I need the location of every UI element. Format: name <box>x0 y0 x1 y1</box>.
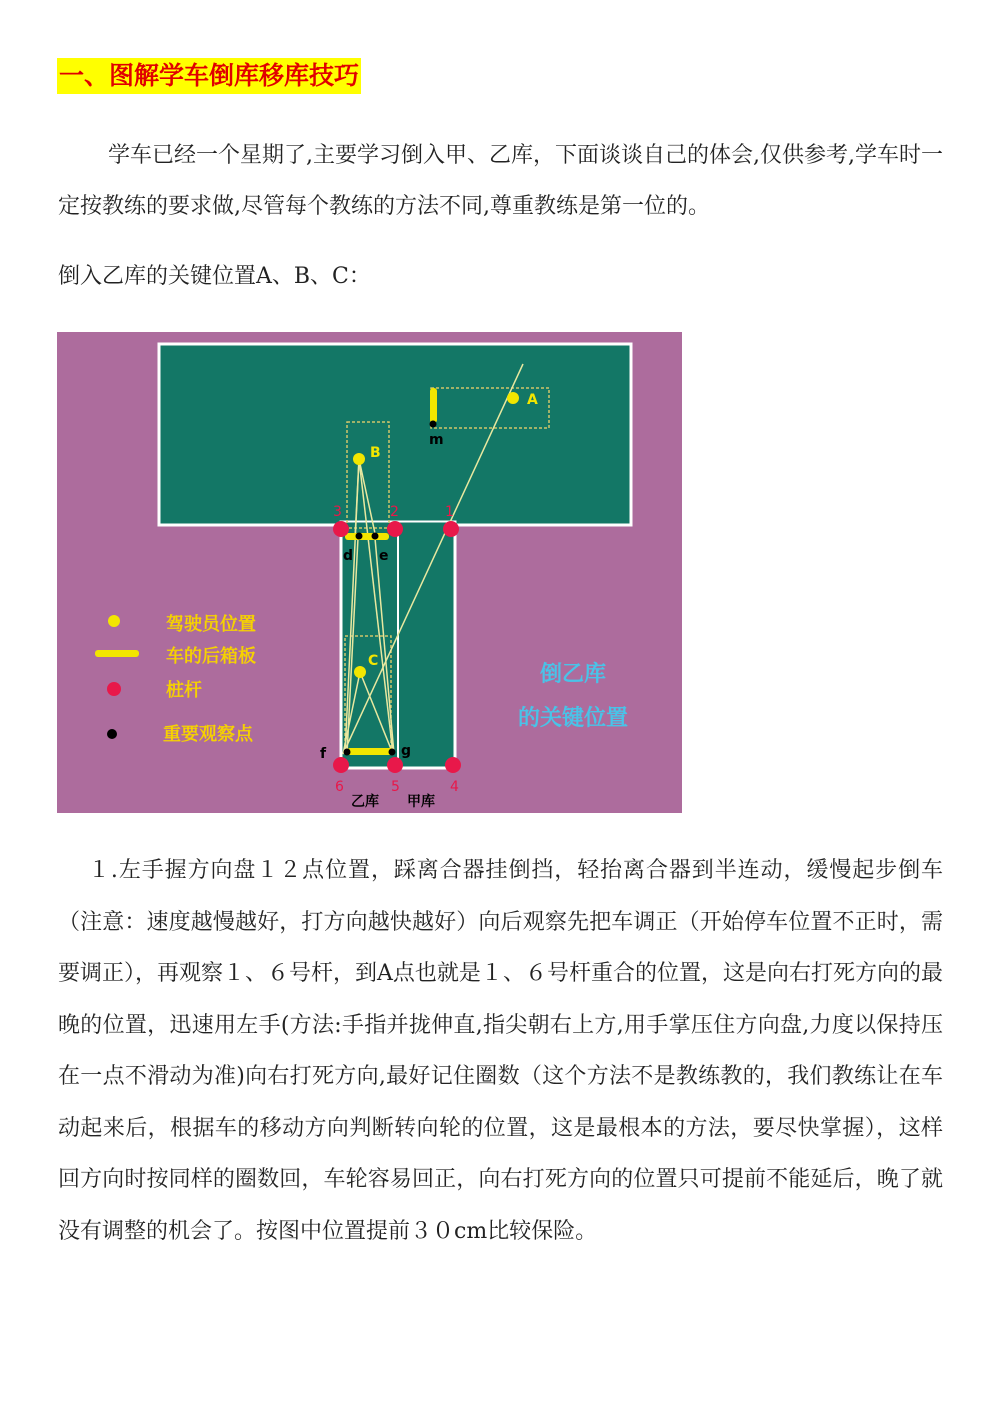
label-point-f: f <box>320 746 327 762</box>
section-subheading: 倒入乙库的关键位置A、B、C： <box>58 264 371 289</box>
legend-marker-board <box>95 650 139 657</box>
driver-position-c <box>354 666 366 678</box>
driver-position-b <box>353 453 365 465</box>
driving-area <box>159 344 631 525</box>
intro-paragraph: 学车已经一个星期了,主要学习倒入甲、乙库，下面谈谈自己的体会,仅供参考,学车时一定按教练的要求做,尽管每个教练的方法不同,尊重教练是第一位的。 <box>58 143 943 219</box>
label-point-a: A <box>527 392 538 408</box>
driver-position-a <box>507 392 519 404</box>
pole-number-4: 4 <box>450 779 459 795</box>
legend-marker-driver <box>108 615 120 627</box>
pole-number-3: 3 <box>333 504 342 520</box>
pole-number-2: 2 <box>390 504 399 520</box>
legend-marker-pole <box>107 682 121 696</box>
label-point-b: B <box>370 445 381 461</box>
pole-number-5: 5 <box>391 779 400 795</box>
label-point-e: e <box>379 548 389 564</box>
step-1-paragraph: １.左手握方向盘１２点位置，踩离合器挂倒挡，轻抬离合器到半连动，缓慢起步倒车（注意：速度越慢越好，打方向越快越好）向后观察先把车调正（开始停车位置不正时，需要调正），再观察１、６号杆，到A点也就是１、６号杆重合的位置，这是向右打死方向的最晚的位置，迅速用左手(方法:手指并拢伸直,指尖朝右上方,用手掌压住方向盘,力度以保持压在一点不滑动为准)向右打死方向,最好记住圈数（这个方法不是教练教的，我们教练让在车动起来后，根据车的移动方向判断转向轮的位置，这是最根本的方法，要尽快掌握），这样回方向时按同样的圈数回，车轮容易回正，向右打死方向的位置只可提前不能延后，晚了就没有调整的机会了。按图中位置提前３０cm比较保险。 <box>58 858 943 1244</box>
garage-label-yi: 乙库 <box>351 794 379 810</box>
rear-board-b <box>345 533 389 540</box>
garage-label-jia: 甲库 <box>407 794 435 810</box>
legend-driver-position: 驾驶员位置 <box>166 614 256 635</box>
pole-number-1: 1 <box>445 504 454 520</box>
parking-diagram <box>57 332 682 813</box>
diagram-caption-line2: 的关键位置 <box>517 706 629 731</box>
rear-board-a <box>430 388 437 423</box>
label-point-m: m <box>429 432 444 448</box>
label-point-d: d <box>343 548 354 564</box>
legend-observation-point: 重要观察点 <box>163 724 253 745</box>
label-point-c: C <box>368 653 379 669</box>
rear-board-c <box>347 748 393 755</box>
legend-pole: 桩杆 <box>166 680 202 701</box>
page-title: 一、图解学车倒库移库技巧 <box>57 58 361 94</box>
legend-marker-observation <box>107 729 117 739</box>
label-point-g: g <box>401 743 412 759</box>
diagram-caption-line1: 倒乙库 <box>539 662 607 687</box>
parking-diagram-svg <box>57 332 682 813</box>
legend-rear-board: 车的后箱板 <box>166 646 256 667</box>
pole-number-6: 6 <box>335 779 344 795</box>
